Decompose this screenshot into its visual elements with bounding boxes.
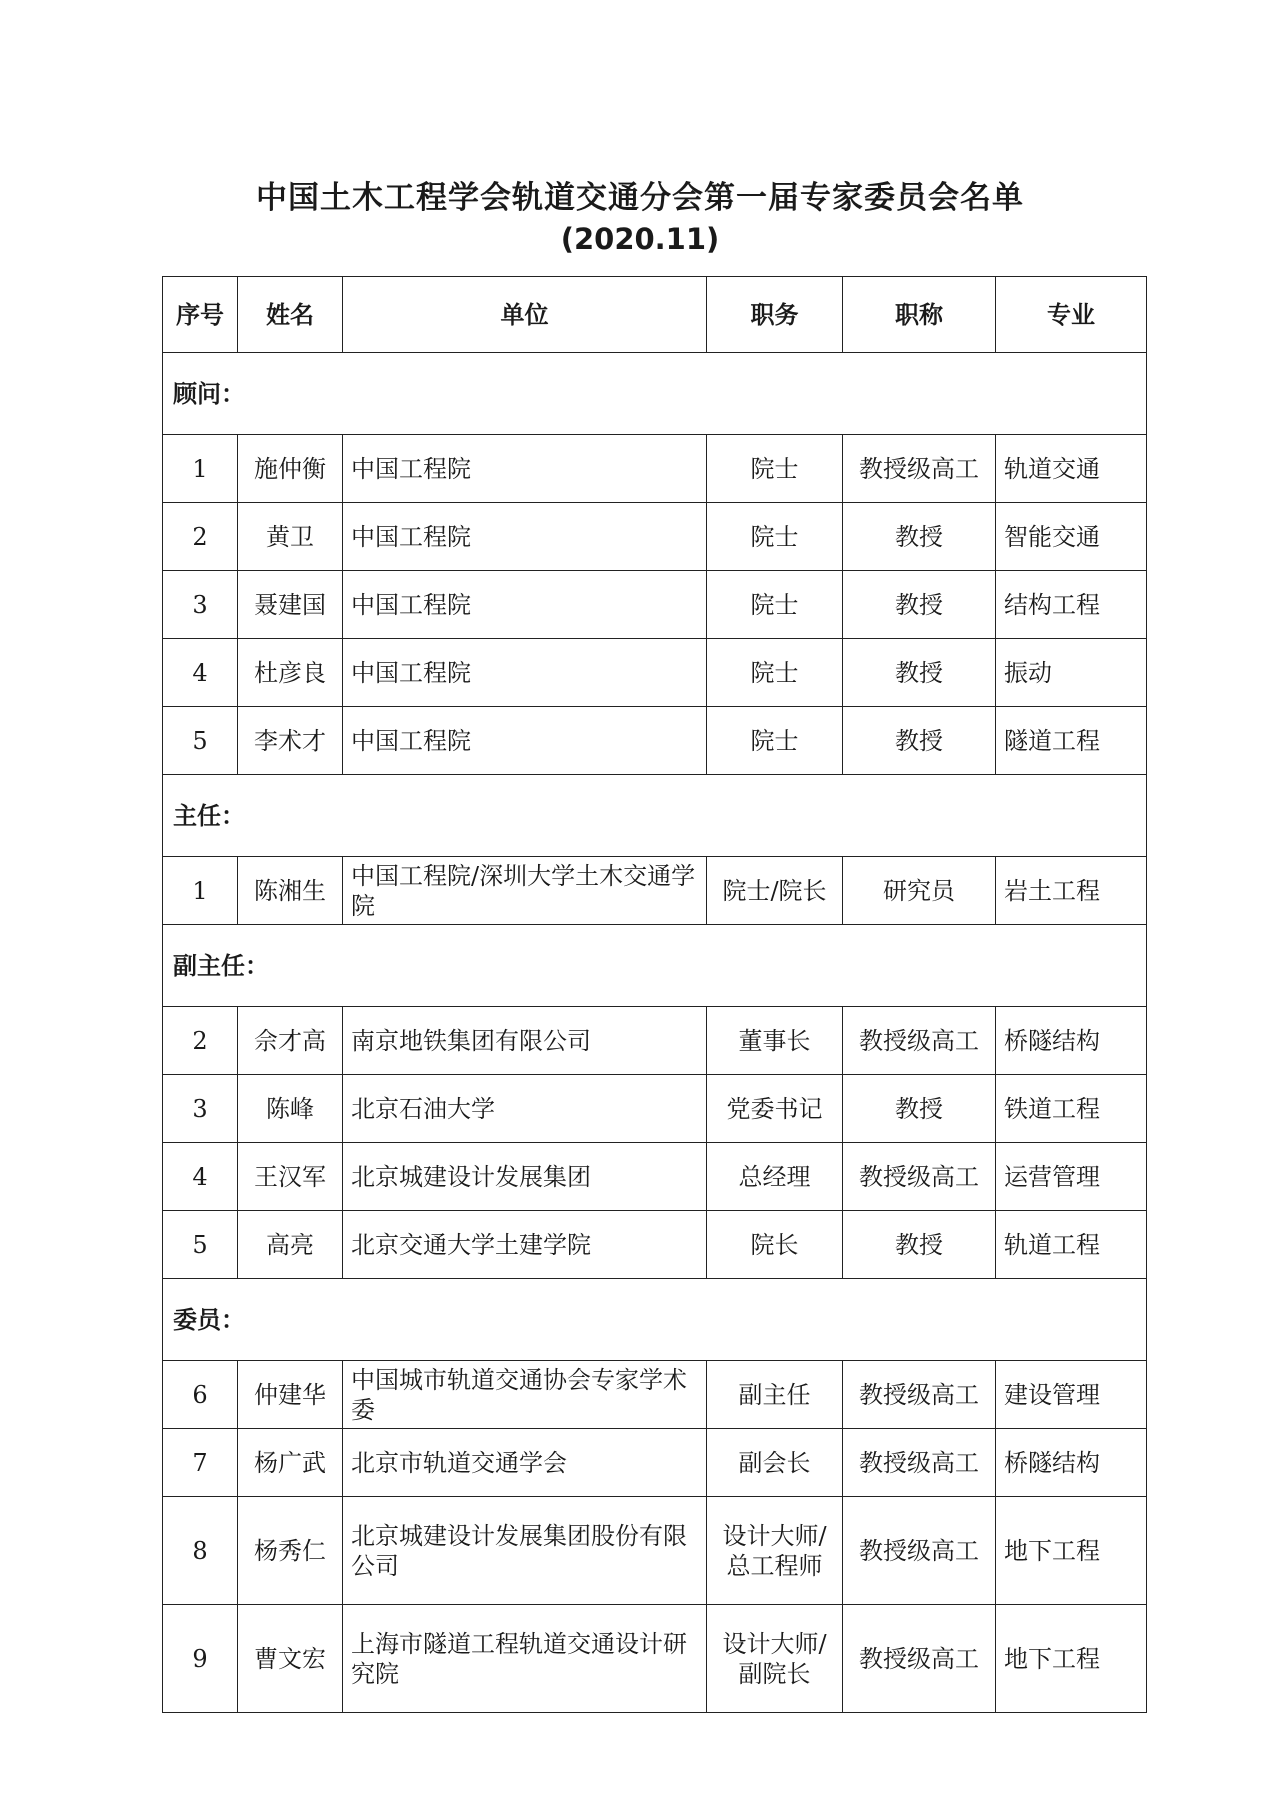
section-label: 主任： — [163, 775, 1147, 857]
member-major: 隧道工程 — [996, 707, 1147, 775]
member-major: 运营管理 — [996, 1143, 1147, 1211]
member-unit: 上海市隧道工程轨道交通设计研究院 — [343, 1605, 707, 1713]
member-post: 设计大师/总工程师 — [707, 1497, 843, 1605]
member-index: 4 — [163, 1143, 238, 1211]
member-post: 院士 — [707, 435, 843, 503]
table-row — [163, 857, 1147, 925]
document-date: (2020.11) — [560, 222, 720, 256]
member-name: 仲建华 — [238, 1361, 343, 1429]
member-major: 振动 — [996, 639, 1147, 707]
member-post: 设计大师/副院长 — [707, 1605, 843, 1713]
table-row — [163, 435, 1147, 503]
member-name: 高亮 — [238, 1211, 343, 1279]
member-post: 院长 — [707, 1211, 843, 1279]
member-title: 教授级高工 — [843, 435, 996, 503]
table-row — [163, 503, 1147, 571]
column-header-index: 序号 — [163, 277, 238, 353]
member-post: 院士 — [707, 639, 843, 707]
member-name: 曹文宏 — [238, 1605, 343, 1713]
member-major: 地下工程 — [996, 1497, 1147, 1605]
member-index: 3 — [163, 571, 238, 639]
member-unit: 中国工程院 — [343, 707, 707, 775]
member-index: 3 — [163, 1075, 238, 1143]
column-header-major: 专业 — [996, 277, 1147, 353]
member-major: 结构工程 — [996, 571, 1147, 639]
section-row-deputy-directors — [163, 925, 1147, 1007]
member-title: 研究员 — [843, 857, 996, 925]
member-name: 王汉军 — [238, 1143, 343, 1211]
table-row — [163, 1075, 1147, 1143]
member-index: 1 — [163, 435, 238, 503]
member-major: 轨道交通 — [996, 435, 1147, 503]
column-header-post: 职务 — [707, 277, 843, 353]
member-name: 陈湘生 — [238, 857, 343, 925]
column-header-title: 职称 — [843, 277, 996, 353]
member-title: 教授 — [843, 503, 996, 571]
member-major: 建设管理 — [996, 1361, 1147, 1429]
table-row — [163, 1429, 1147, 1497]
table-row — [163, 1497, 1147, 1605]
member-post: 院士/院长 — [707, 857, 843, 925]
member-index: 2 — [163, 503, 238, 571]
member-major: 岩土工程 — [996, 857, 1147, 925]
member-index: 7 — [163, 1429, 238, 1497]
member-unit: 中国城市轨道交通协会专家学术委 — [343, 1361, 707, 1429]
member-post: 院士 — [707, 503, 843, 571]
member-index: 6 — [163, 1361, 238, 1429]
member-index: 5 — [163, 707, 238, 775]
section-row-director — [163, 775, 1147, 857]
member-title: 教授级高工 — [843, 1143, 996, 1211]
member-name: 佘才高 — [238, 1007, 343, 1075]
member-unit: 中国工程院 — [343, 503, 707, 571]
member-major: 轨道工程 — [996, 1211, 1147, 1279]
roster-body — [163, 353, 1147, 1713]
member-unit: 南京地铁集团有限公司 — [343, 1007, 707, 1075]
member-name: 李术才 — [238, 707, 343, 775]
member-title: 教授 — [843, 571, 996, 639]
member-unit: 北京石油大学 — [343, 1075, 707, 1143]
member-name: 杨秀仁 — [238, 1497, 343, 1605]
table-row — [163, 1605, 1147, 1713]
member-major: 桥隧结构 — [996, 1007, 1147, 1075]
member-major: 智能交通 — [996, 503, 1147, 571]
member-post: 院士 — [707, 707, 843, 775]
member-unit: 中国工程院 — [343, 639, 707, 707]
section-label: 顾问： — [163, 353, 1147, 435]
member-title: 教授 — [843, 1075, 996, 1143]
member-title: 教授级高工 — [843, 1007, 996, 1075]
member-post: 党委书记 — [707, 1075, 843, 1143]
member-name: 黄卫 — [238, 503, 343, 571]
table-row — [163, 571, 1147, 639]
member-unit: 中国工程院 — [343, 435, 707, 503]
member-title: 教授级高工 — [843, 1429, 996, 1497]
member-name: 杜彦良 — [238, 639, 343, 707]
column-header-name: 姓名 — [238, 277, 343, 353]
header-row — [163, 277, 1147, 353]
member-index: 5 — [163, 1211, 238, 1279]
table-row — [163, 1007, 1147, 1075]
member-major: 地下工程 — [996, 1605, 1147, 1713]
member-index: 9 — [163, 1605, 238, 1713]
section-row-members — [163, 1279, 1147, 1361]
table-row — [163, 1361, 1147, 1429]
member-title: 教授 — [843, 1211, 996, 1279]
member-index: 2 — [163, 1007, 238, 1075]
member-title: 教授级高工 — [843, 1361, 996, 1429]
member-title: 教授级高工 — [843, 1497, 996, 1605]
section-row-advisors — [163, 353, 1147, 435]
member-unit: 中国工程院/深圳大学土木交通学院 — [343, 857, 707, 925]
member-index: 4 — [163, 639, 238, 707]
member-unit: 北京市轨道交通学会 — [343, 1429, 707, 1497]
member-name: 聂建国 — [238, 571, 343, 639]
section-label: 委员： — [163, 1279, 1147, 1361]
member-title: 教授 — [843, 707, 996, 775]
table-row — [163, 707, 1147, 775]
member-index: 8 — [163, 1497, 238, 1605]
member-unit: 北京交通大学土建学院 — [343, 1211, 707, 1279]
member-post: 院士 — [707, 571, 843, 639]
section-label: 副主任： — [163, 925, 1147, 1007]
column-header-unit: 单位 — [343, 277, 707, 353]
member-post: 副会长 — [707, 1429, 843, 1497]
member-unit: 中国工程院 — [343, 571, 707, 639]
member-index: 1 — [163, 857, 238, 925]
member-name: 杨广武 — [238, 1429, 343, 1497]
member-post: 董事长 — [707, 1007, 843, 1075]
committee-roster-table — [162, 276, 1147, 1713]
member-unit: 北京城建设计发展集团 — [343, 1143, 707, 1211]
member-post: 副主任 — [707, 1361, 843, 1429]
member-name: 陈峰 — [238, 1075, 343, 1143]
member-title: 教授 — [843, 639, 996, 707]
table-row — [163, 1211, 1147, 1279]
member-major: 铁道工程 — [996, 1075, 1147, 1143]
member-post: 总经理 — [707, 1143, 843, 1211]
member-name: 施仲衡 — [238, 435, 343, 503]
member-title: 教授级高工 — [843, 1605, 996, 1713]
table-row — [163, 1143, 1147, 1211]
member-unit: 北京城建设计发展集团股份有限公司 — [343, 1497, 707, 1605]
table-row — [163, 639, 1147, 707]
document-title: 中国土木工程学会轨道交通分会第一届专家委员会名单 — [256, 180, 1024, 216]
member-major: 桥隧结构 — [996, 1429, 1147, 1497]
